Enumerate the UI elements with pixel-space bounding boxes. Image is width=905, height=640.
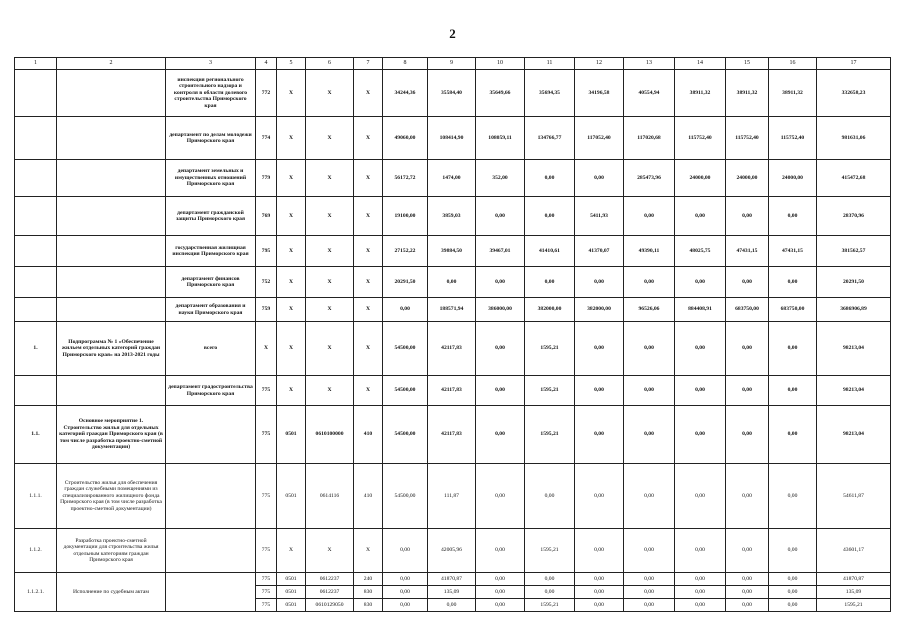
executor-cell: инспекция регионального строительного надзора и контроля в области долевого строительства Приморского края — [166, 70, 256, 117]
program-name-cell: Основное мероприятие 1. Строительство жилья для отдельных категорий граждан Приморского края (в том числе разработка проектно-сметной документации) — [57, 406, 166, 464]
value-cell: 0,00 — [383, 599, 428, 612]
value-cell: 48025,75 — [675, 236, 726, 267]
value-cell: 795 — [256, 236, 277, 267]
value-cell: 410 — [354, 406, 383, 464]
value-cell: 28370,96 — [817, 197, 891, 236]
value-cell: 0,00 — [575, 322, 624, 376]
table-row — [15, 236, 891, 267]
header-cell: 5 — [277, 58, 306, 70]
value-cell: X — [354, 322, 383, 376]
value-cell: 1595,21 — [525, 529, 575, 573]
value-cell: X — [354, 160, 383, 197]
value-cell: 410 — [354, 464, 383, 529]
program-name-cell — [57, 298, 166, 322]
value-cell: X — [277, 376, 306, 406]
value-cell: 98213,04 — [817, 322, 891, 376]
header-cell: 13 — [624, 58, 675, 70]
value-cell: X — [306, 70, 354, 117]
value-cell: 0,00 — [476, 529, 525, 573]
value-cell: 0,00 — [525, 586, 575, 599]
value-cell: 0,00 — [624, 406, 675, 464]
value-cell: 0614116 — [306, 464, 354, 529]
value-cell: 0,00 — [476, 197, 525, 236]
table-row — [15, 406, 891, 464]
value-cell: 0,00 — [624, 464, 675, 529]
value-cell: 0,00 — [476, 573, 525, 586]
value-cell: X — [277, 298, 306, 322]
header-cell: 10 — [476, 58, 525, 70]
value-cell: 0,00 — [769, 322, 817, 376]
value-cell: 35694,35 — [525, 70, 575, 117]
value-cell: 386000,00 — [476, 298, 525, 322]
value-cell: 0,00 — [675, 406, 726, 464]
value-cell: 0,00 — [575, 406, 624, 464]
value-cell: 39884,50 — [428, 236, 476, 267]
value-cell: 24000,00 — [675, 160, 726, 197]
value-cell: 775 — [256, 406, 277, 464]
value-cell: 24000,00 — [726, 160, 769, 197]
program-name-cell: Исполнение по судебным актам — [57, 573, 166, 612]
value-cell: 0,00 — [726, 267, 769, 298]
value-cell: 0,00 — [769, 464, 817, 529]
value-cell: X — [306, 160, 354, 197]
value-cell: 38911,32 — [769, 70, 817, 117]
value-cell: 41370,07 — [575, 236, 624, 267]
value-cell: 49390,11 — [624, 236, 675, 267]
value-cell: X — [277, 267, 306, 298]
value-cell: X — [277, 70, 306, 117]
value-cell: X — [306, 376, 354, 406]
value-cell: 0,00 — [675, 599, 726, 612]
table-row — [15, 376, 891, 406]
value-cell: X — [354, 376, 383, 406]
executor-cell — [166, 406, 256, 464]
value-cell: 35649,66 — [476, 70, 525, 117]
value-cell: 0,00 — [476, 376, 525, 406]
value-cell: 0,00 — [525, 160, 575, 197]
value-cell: 19100,00 — [383, 197, 428, 236]
value-cell: 0,00 — [726, 406, 769, 464]
value-cell: X — [306, 298, 354, 322]
executor-cell: департамент градостроительства Приморского края — [166, 376, 256, 406]
value-cell: X — [354, 267, 383, 298]
table-row — [15, 197, 891, 236]
value-cell: 0,00 — [575, 586, 624, 599]
program-name-cell: Разработка проектно-сметной документации для строительства жилья отдельным категориям граждан Приморского края — [57, 529, 166, 573]
value-cell: 0,00 — [675, 464, 726, 529]
value-cell: 0,00 — [575, 464, 624, 529]
value-cell: 20291,50 — [383, 267, 428, 298]
row-number-cell: 1.1.1. — [15, 464, 57, 529]
table-row — [15, 267, 891, 298]
program-name-cell — [57, 197, 166, 236]
value-cell: 0,00 — [575, 573, 624, 586]
table-row — [15, 322, 891, 376]
executor-cell: всего — [166, 322, 256, 376]
value-cell: 41870,87 — [428, 573, 476, 586]
page-number: 2 — [449, 26, 456, 41]
value-cell: 0,00 — [525, 573, 575, 586]
executor-cell: государственная жилищная инспекция Приморского края — [166, 236, 256, 267]
value-cell: 0,00 — [726, 573, 769, 586]
value-cell: 0610129050 — [306, 599, 354, 612]
value-cell: 759 — [256, 298, 277, 322]
value-cell: 3686906,89 — [817, 298, 891, 322]
value-cell: 0,00 — [575, 376, 624, 406]
value-cell: 40554,94 — [624, 70, 675, 117]
value-cell: 0610100000 — [306, 406, 354, 464]
budget-table — [14, 57, 891, 612]
value-cell: 1595,21 — [817, 599, 891, 612]
row-number-cell — [15, 376, 57, 406]
value-cell: 775 — [256, 573, 277, 586]
row-number-cell: 1.1. — [15, 406, 57, 464]
header-cell: 12 — [575, 58, 624, 70]
executor-cell: департамент гражданской защиты Приморского края — [166, 197, 256, 236]
value-cell: 0,00 — [624, 197, 675, 236]
value-cell: 0,00 — [769, 267, 817, 298]
value-cell: 382000,00 — [525, 298, 575, 322]
value-cell: 0,00 — [769, 573, 817, 586]
value-cell: 0,00 — [624, 599, 675, 612]
value-cell: 0,00 — [476, 406, 525, 464]
value-cell: 0,00 — [383, 586, 428, 599]
executor-cell — [166, 573, 256, 612]
value-cell: 772 — [256, 70, 277, 117]
value-cell: 96526,06 — [624, 298, 675, 322]
value-cell: X — [354, 298, 383, 322]
value-cell: 830 — [354, 599, 383, 612]
executor-cell: департамент по делам молодежи Приморского края — [166, 117, 256, 160]
row-number-cell: 1.1.2. — [15, 529, 57, 573]
program-name-cell — [57, 267, 166, 298]
value-cell: 0,00 — [769, 376, 817, 406]
header-cell: 3 — [166, 58, 256, 70]
value-cell: 47431,15 — [769, 236, 817, 267]
value-cell: 115752,40 — [769, 117, 817, 160]
executor-cell: департамент образования и науки Приморского края — [166, 298, 256, 322]
row-number-cell — [15, 236, 57, 267]
value-cell: X — [306, 117, 354, 160]
value-cell: 0,00 — [525, 197, 575, 236]
value-cell: 0,00 — [675, 376, 726, 406]
value-cell: 0,00 — [383, 573, 428, 586]
value-cell: 0,00 — [476, 599, 525, 612]
value-cell: 115752,40 — [726, 117, 769, 160]
header-cell: 7 — [354, 58, 383, 70]
value-cell: 0612237 — [306, 586, 354, 599]
value-cell: 27152,22 — [383, 236, 428, 267]
table-row — [15, 117, 891, 160]
value-cell: 24000,00 — [769, 160, 817, 197]
value-cell: X — [354, 529, 383, 573]
value-cell: 38911,32 — [675, 70, 726, 117]
value-cell: 5411,93 — [575, 197, 624, 236]
value-cell: 54500,00 — [383, 406, 428, 464]
value-cell: 0,00 — [428, 267, 476, 298]
value-cell: 135,09 — [428, 586, 476, 599]
value-cell: 0,00 — [624, 267, 675, 298]
value-cell: 41870,87 — [817, 573, 891, 586]
program-name-cell — [57, 376, 166, 406]
value-cell: 0,00 — [675, 529, 726, 573]
value-cell: 0,00 — [726, 376, 769, 406]
value-cell: 0,00 — [575, 267, 624, 298]
value-cell: 774 — [256, 117, 277, 160]
value-cell: 0,00 — [769, 529, 817, 573]
header-cell: 1 — [15, 58, 57, 70]
value-cell: 775 — [256, 586, 277, 599]
value-cell: 108414,90 — [428, 117, 476, 160]
value-cell: 0,00 — [675, 586, 726, 599]
table-row — [15, 529, 891, 573]
executor-cell — [166, 464, 256, 529]
value-cell: 42117,83 — [428, 322, 476, 376]
value-cell: 0,00 — [726, 464, 769, 529]
header-cell: 17 — [817, 58, 891, 70]
value-cell: 285473,96 — [624, 160, 675, 197]
value-cell: X — [277, 197, 306, 236]
value-cell: X — [256, 322, 277, 376]
value-cell: X — [277, 117, 306, 160]
value-cell: 54500,00 — [383, 464, 428, 529]
value-cell: 0,00 — [476, 586, 525, 599]
value-cell: 0,00 — [675, 197, 726, 236]
row-number-cell — [15, 197, 57, 236]
value-cell: 98213,04 — [817, 406, 891, 464]
value-cell: X — [354, 70, 383, 117]
row-number-cell — [15, 160, 57, 197]
value-cell: 108059,11 — [476, 117, 525, 160]
value-cell: 34244,36 — [383, 70, 428, 117]
value-cell: 0,00 — [428, 599, 476, 612]
value-cell: 0,00 — [383, 529, 428, 573]
value-cell: 0,00 — [476, 322, 525, 376]
value-cell: 0,00 — [624, 573, 675, 586]
value-cell: 56172,72 — [383, 160, 428, 197]
row-number-cell — [15, 298, 57, 322]
table-row — [15, 70, 891, 117]
program-name-cell: Строительство жилья для обеспечения граждан служебными помещениями из специализированного жилищного фонда Приморского края (в том числе разработка проектно-сметной документации) — [57, 464, 166, 529]
value-cell: 0501 — [277, 573, 306, 586]
header-cell: 14 — [675, 58, 726, 70]
value-cell: X — [306, 267, 354, 298]
value-cell: 117020,68 — [624, 117, 675, 160]
value-cell: 0,00 — [769, 197, 817, 236]
value-cell: 1595,21 — [525, 599, 575, 612]
value-cell: 0,00 — [383, 298, 428, 322]
table-row — [15, 298, 891, 322]
header-row — [15, 58, 891, 70]
value-cell: 0,00 — [624, 376, 675, 406]
value-cell: 0612237 — [306, 573, 354, 586]
value-cell: 683750,00 — [726, 298, 769, 322]
value-cell: 382000,00 — [575, 298, 624, 322]
table-row — [15, 464, 891, 529]
value-cell: 0,00 — [624, 529, 675, 573]
value-cell: 775 — [256, 464, 277, 529]
executor-cell — [166, 529, 256, 573]
row-number-cell — [15, 267, 57, 298]
value-cell: 0,00 — [726, 586, 769, 599]
header-cell: 4 — [256, 58, 277, 70]
value-cell: 415472,68 — [817, 160, 891, 197]
value-cell: X — [277, 529, 306, 573]
header-cell: 6 — [306, 58, 354, 70]
value-cell: 0501 — [277, 599, 306, 612]
value-cell: 775 — [256, 529, 277, 573]
value-cell: 35584,40 — [428, 70, 476, 117]
value-cell: X — [277, 160, 306, 197]
program-name-cell — [57, 236, 166, 267]
row-number-cell: 1. — [15, 322, 57, 376]
value-cell: 0501 — [277, 406, 306, 464]
value-cell: 752 — [256, 267, 277, 298]
value-cell: 0,00 — [726, 599, 769, 612]
value-cell: 0501 — [277, 586, 306, 599]
header-cell: 2 — [57, 58, 166, 70]
value-cell: X — [306, 197, 354, 236]
value-cell: 134766,77 — [525, 117, 575, 160]
value-cell: 54500,00 — [383, 376, 428, 406]
value-cell: 1474,00 — [428, 160, 476, 197]
value-cell: X — [277, 236, 306, 267]
value-cell: 352,00 — [476, 160, 525, 197]
value-cell: 240 — [354, 573, 383, 586]
value-cell: 683750,00 — [769, 298, 817, 322]
program-name-cell — [57, 70, 166, 117]
value-cell: 0,00 — [726, 322, 769, 376]
value-cell: 3859,03 — [428, 197, 476, 236]
value-cell: 0,00 — [575, 529, 624, 573]
header-cell: 15 — [726, 58, 769, 70]
value-cell: X — [354, 117, 383, 160]
row-number-cell: 1.1.2.1. — [15, 573, 57, 612]
value-cell: 42117,83 — [428, 406, 476, 464]
value-cell: 0,00 — [525, 267, 575, 298]
program-name-cell: Подпрограмма № 1 «Обеспечение жильем отдельных категорий граждан Приморского края» на 2013-2021 годы — [57, 322, 166, 376]
value-cell: 111,87 — [428, 464, 476, 529]
value-cell: 43601,17 — [817, 529, 891, 573]
value-cell: 1595,21 — [525, 376, 575, 406]
value-cell: 0,00 — [575, 599, 624, 612]
value-cell: 41410,61 — [525, 236, 575, 267]
table-row — [15, 160, 891, 197]
value-cell: 981631,06 — [817, 117, 891, 160]
value-cell: 38911,32 — [726, 70, 769, 117]
value-cell: 0,00 — [476, 464, 525, 529]
value-cell: X — [354, 197, 383, 236]
value-cell: X — [306, 236, 354, 267]
value-cell: 0,00 — [624, 322, 675, 376]
value-cell: 332658,23 — [817, 70, 891, 117]
value-cell: X — [277, 322, 306, 376]
executor-cell: департамент финансов Приморского края — [166, 267, 256, 298]
value-cell: 54611,87 — [817, 464, 891, 529]
value-cell: 0,00 — [525, 464, 575, 529]
value-cell: X — [306, 322, 354, 376]
value-cell: 0,00 — [675, 573, 726, 586]
value-cell: 49060,00 — [383, 117, 428, 160]
value-cell: 20291,50 — [817, 267, 891, 298]
value-cell: 1595,21 — [525, 406, 575, 464]
value-cell: 775 — [256, 376, 277, 406]
program-name-cell — [57, 160, 166, 197]
value-cell: 381562,57 — [817, 236, 891, 267]
value-cell: 0501 — [277, 464, 306, 529]
table-row — [15, 573, 891, 586]
value-cell: 42005,96 — [428, 529, 476, 573]
value-cell: 0,00 — [675, 322, 726, 376]
row-number-cell — [15, 117, 57, 160]
value-cell: 39467,01 — [476, 236, 525, 267]
value-cell: 884408,91 — [675, 298, 726, 322]
value-cell: 42117,83 — [428, 376, 476, 406]
value-cell: 0,00 — [726, 529, 769, 573]
value-cell: 98213,04 — [817, 376, 891, 406]
value-cell: X — [354, 236, 383, 267]
value-cell: 779 — [256, 160, 277, 197]
value-cell: 0,00 — [575, 160, 624, 197]
value-cell: 830 — [354, 586, 383, 599]
value-cell: 0,00 — [675, 267, 726, 298]
value-cell: 188571,94 — [428, 298, 476, 322]
header-cell: 8 — [383, 58, 428, 70]
header-cell: 9 — [428, 58, 476, 70]
value-cell: X — [306, 529, 354, 573]
value-cell: 0,00 — [769, 586, 817, 599]
executor-cell: департамент земельных и имущественных отношений Приморского края — [166, 160, 256, 197]
value-cell: 54500,00 — [383, 322, 428, 376]
value-cell: 34196,58 — [575, 70, 624, 117]
header-cell: 11 — [525, 58, 575, 70]
value-cell: 117052,40 — [575, 117, 624, 160]
value-cell: 775 — [256, 599, 277, 612]
value-cell: 1595,21 — [525, 322, 575, 376]
value-cell: 115752,40 — [675, 117, 726, 160]
value-cell: 135,09 — [817, 586, 891, 599]
value-cell: 0,00 — [726, 197, 769, 236]
value-cell: 0,00 — [624, 586, 675, 599]
program-name-cell — [57, 117, 166, 160]
header-cell: 16 — [769, 58, 817, 70]
row-number-cell — [15, 70, 57, 117]
value-cell: 0,00 — [769, 599, 817, 612]
value-cell: 769 — [256, 197, 277, 236]
value-cell: 47431,15 — [726, 236, 769, 267]
value-cell: 0,00 — [769, 406, 817, 464]
value-cell: 0,00 — [476, 267, 525, 298]
